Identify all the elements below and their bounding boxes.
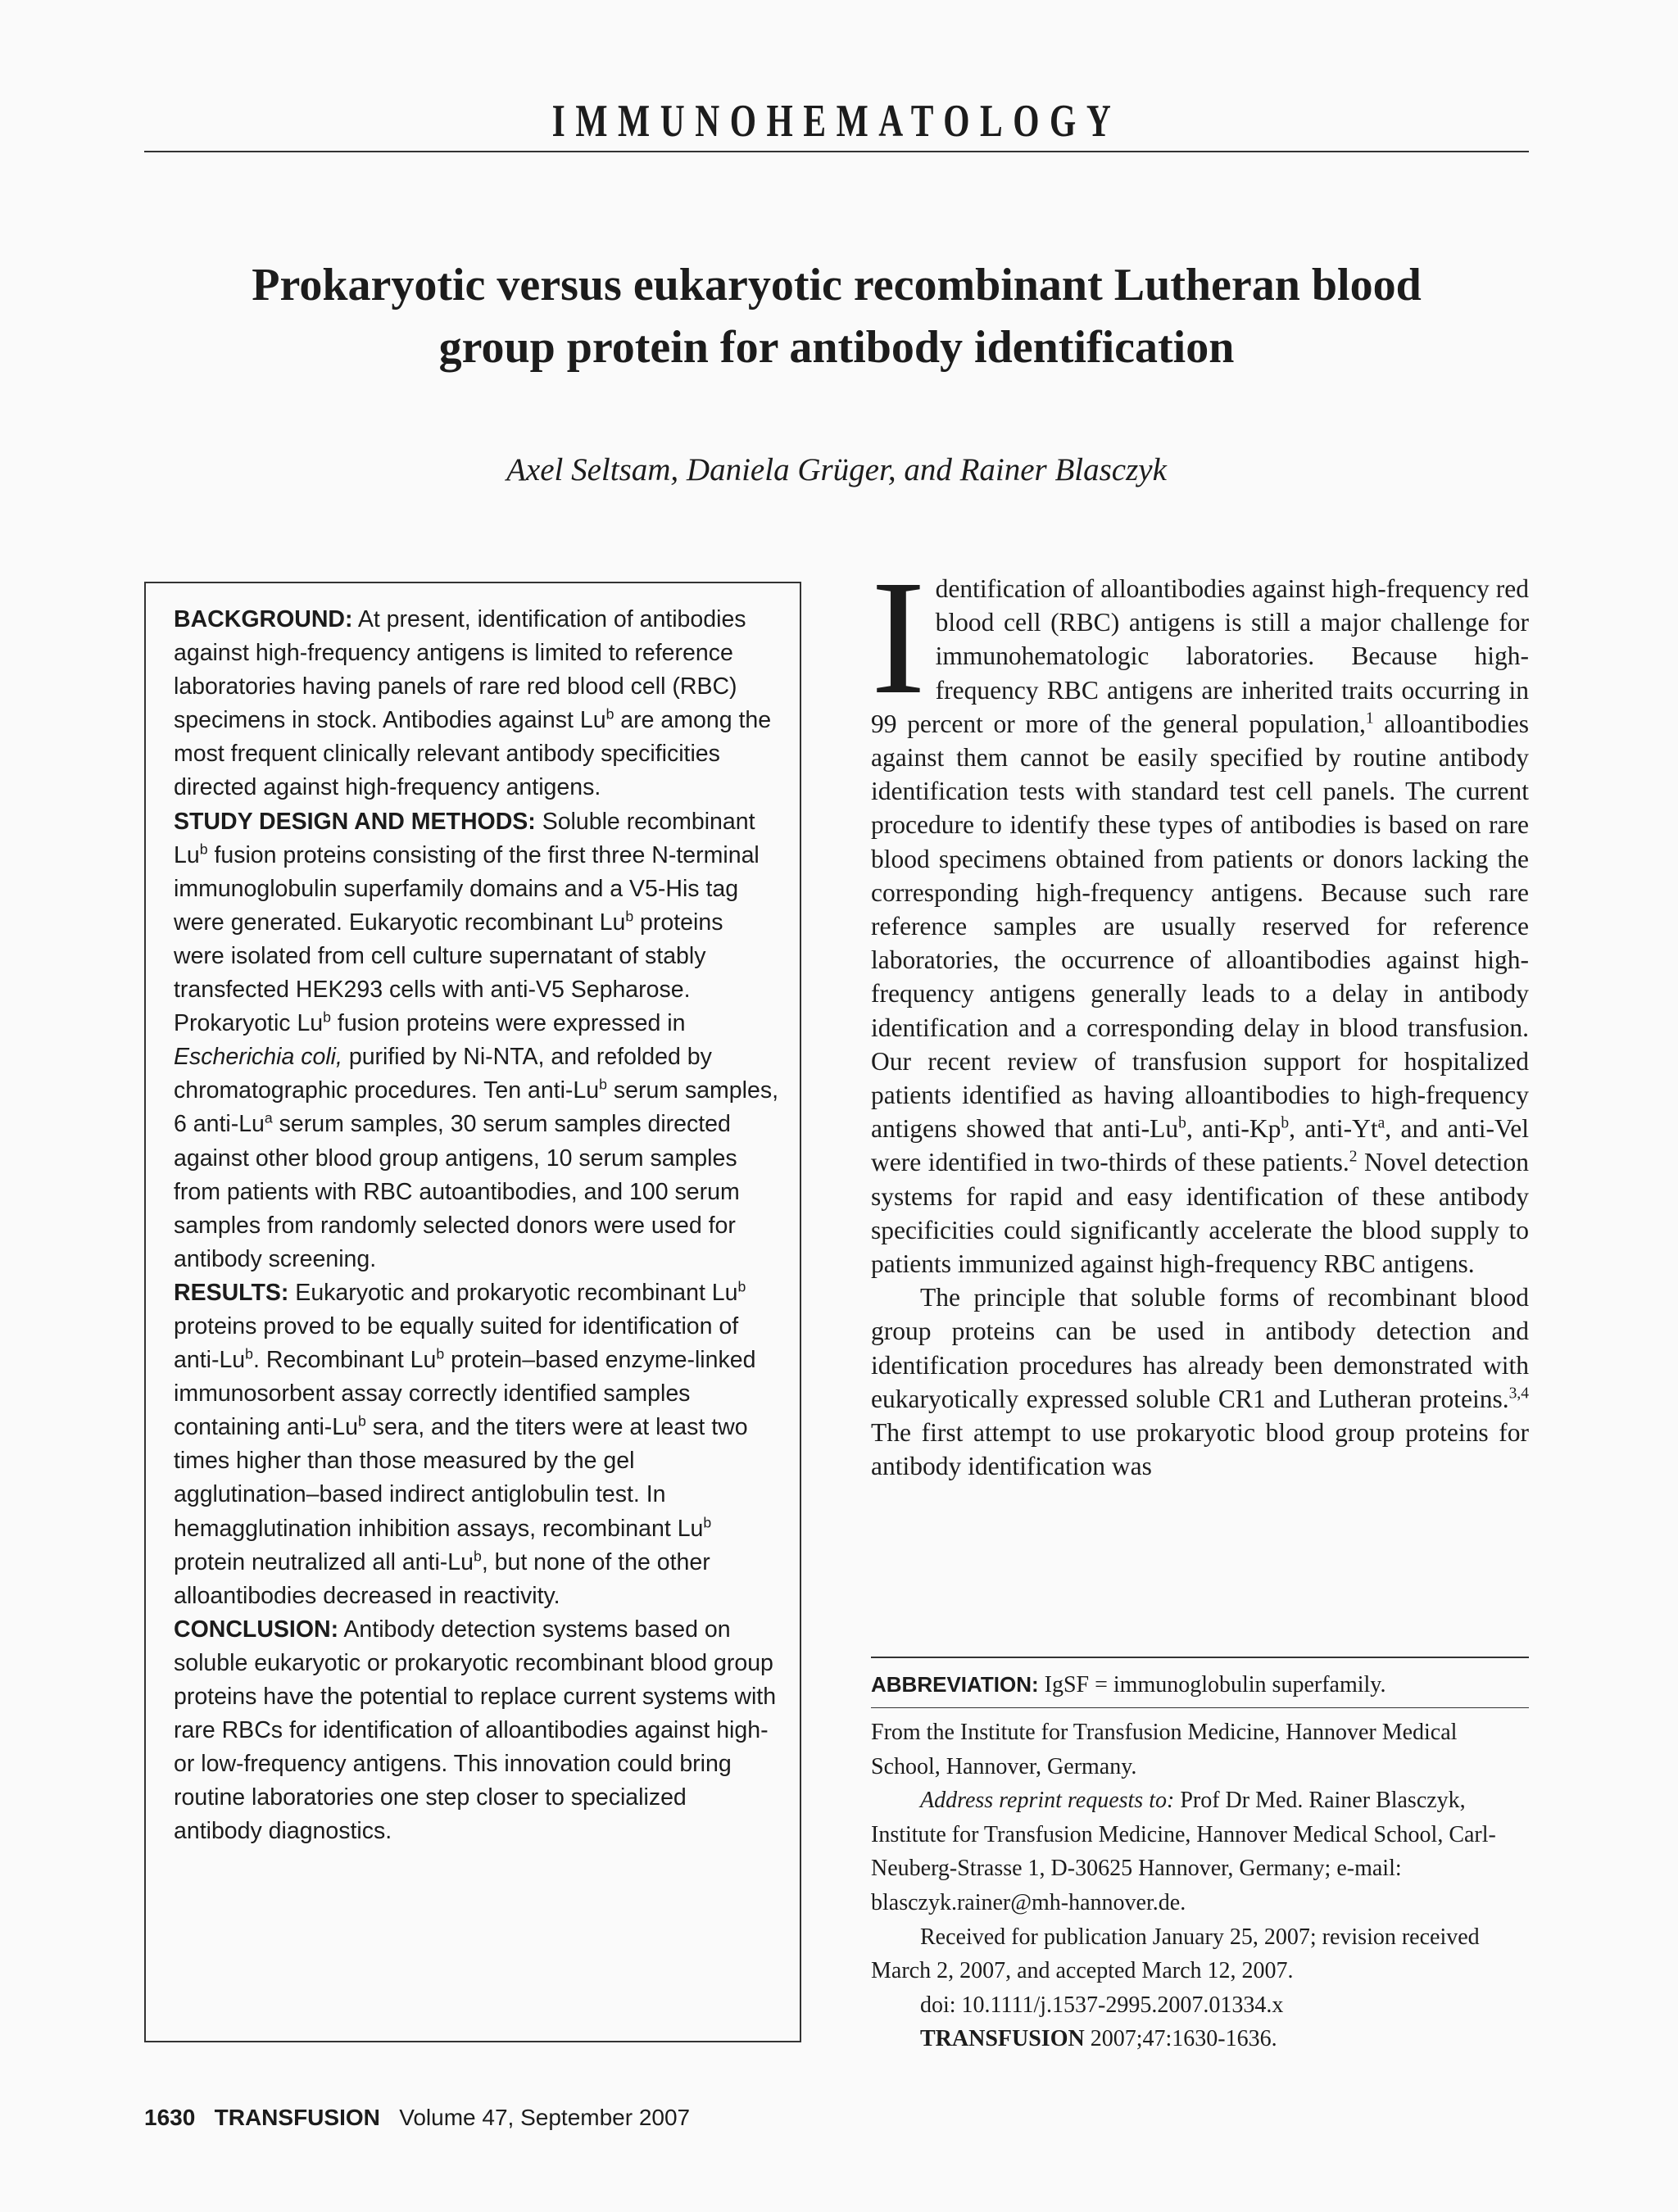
methods-text: purified by Ni-NTA, and refolded by chromatographic procedures. Ten anti-Lu — [174, 1044, 712, 1104]
intro-text: Novel detection systems for rapid and easy identification of these antibody specificities could significantly accelerate the blood supply to patients immunized against high-frequency RBC antigens. — [871, 1148, 1529, 1279]
superscript: b — [323, 1009, 331, 1026]
intro-text: , anti-Kp — [1186, 1114, 1281, 1144]
methods-text: proteins were isolated from cell culture supernatant of stably transfected HEK293 cells with anti-V5 Sepharose. Prokaryotic Lu — [174, 909, 723, 1037]
footer-journal: TRANSFUSION — [214, 2105, 380, 2130]
article-title-line-2: group protein for antibody identification — [438, 322, 1235, 373]
authors: Axel Seltsam, Daniela Grüger, and Rainer Blasczyk — [506, 452, 1167, 487]
background-text: are among the most frequent clinically relevant antibody specificities directed against high-frequency antigens. — [174, 707, 772, 801]
intro-text: , anti-Yt — [1289, 1114, 1378, 1144]
superscript: b — [625, 908, 634, 925]
drop-cap: I — [871, 547, 926, 728]
header-rule — [144, 151, 1529, 152]
superscript: b — [1281, 1114, 1290, 1132]
background-label: BACKGROUND: — [174, 606, 353, 632]
methods-text: Soluble recombinant Lu — [174, 808, 755, 868]
methods-text: serum samples, 30 serum samples directed against other blood group antigens, 10 serum samples from patients with RBC autoantibodies, and 100 serum samples from randomly selected donors were used for antibody screening. — [174, 1111, 740, 1272]
affiliation-from: From the Institute for Transfusion Medicine, Hannover Medical School, Hannover, Germany. — [871, 1720, 1458, 1779]
reprint-text: Prof Dr Med. Rainer Blasczyk, Institute for Transfusion Medicine, Hannover Medical School, Carl-Neuberg-Strasse 1, D-30625 Hannover, Germany; e-mail: blasczyk.rainer@mh-hannover.de. — [871, 1788, 1496, 1915]
section-heading: IMMUNOHEMATOLOGY — [551, 96, 1122, 147]
results-text: . Recombinant Lu — [252, 1347, 437, 1374]
abstract-box — [144, 582, 801, 2042]
methods-text: fusion proteins consisting of the first three N-terminal immunoglobulin superfamily domains and a V5-His tag were generated. Eukaryotic recombinant Lu — [174, 841, 760, 936]
affiliation-block — [871, 1716, 1529, 2056]
results-label: RESULTS: — [174, 1279, 289, 1306]
intro-paragraph-2 — [871, 1281, 1529, 1483]
abbreviation-label: ABBREVIATION: — [871, 1672, 1039, 1697]
methods-label: STUDY DESIGN AND METHODS: — [174, 808, 536, 835]
intro-text: dentification of alloantibodies against high-frequency red blood cell (RBC) antigens is still a major challenge for immunohematologic laboratories. Because high-frequency RBC antigens are inherited traits occurring in 99 percent or more of the general population, — [871, 574, 1529, 738]
abbreviation-note — [871, 1669, 1529, 1701]
superscript: b — [245, 1345, 253, 1362]
intro-text: alloantibodies against them cannot be easily specified by routine antibody identification tests with standard test cell panels. The current procedure to identify these types of antibodies is based on rare blood specimens obtained from patients or donors lacking the corresponding high-frequency antigens. Because such rare reference samples are usually reserved for reference laboratories, the occurrence of alloantibodies against high-frequency antigens generally leads to a delay in antibody identification and a corresponding delay in blood transfusion. Our recent review of transfusion support for hospitalized patients identified as having alloantibodies to high-frequency antigens showed that anti-Lu — [871, 709, 1529, 1144]
conclusion-label: CONCLUSION: — [174, 1616, 339, 1643]
results-text: protein neutralized all anti-Lu — [174, 1548, 474, 1575]
background-text: At present, identification of antibodies against high-frequency antigens is limited to reference laboratories having panels of rare red blood cell (RBC) specimens in stock. Antibodies against Lu — [174, 606, 746, 734]
article-title-line-1: Prokaryotic versus eukaryotic recombinant Lutheran blood — [252, 260, 1422, 310]
intro-paragraph-1 — [871, 547, 1529, 1281]
introduction — [871, 547, 1529, 1483]
footer-issue: Volume 47, September 2007 — [399, 2105, 691, 2130]
page-number: 1630 — [144, 2105, 196, 2130]
superscript: b — [599, 1076, 607, 1093]
abstract-methods — [174, 805, 780, 1276]
organism-name: Escherichia coli, — [174, 1044, 342, 1071]
superscript: b — [703, 1514, 712, 1531]
citation-text: 2007;47:1630-1636. — [1084, 2026, 1277, 2052]
reference-marker: 3,4 — [1508, 1385, 1529, 1403]
superscript: b — [1178, 1114, 1186, 1132]
methods-text: serum samples, 6 anti-Lu — [174, 1077, 778, 1138]
results-text: protein–based enzyme-linked immunosorbent assay correctly identified samples containing anti-Lu — [174, 1347, 756, 1441]
superscript: b — [737, 1278, 746, 1295]
abstract-background — [174, 603, 780, 805]
superscript: b — [473, 1548, 482, 1565]
superscript: a — [1377, 1114, 1385, 1132]
abstract-conclusion — [174, 1613, 780, 1849]
intro-text: The principle that soluble forms of recombinant blood group proteins can be used in antibody detection and identification procedures has already been demonstrated with eukaryotically expressed soluble CR1 and Lutheran proteins. — [871, 1283, 1529, 1413]
conclusion-text: Antibody detection systems based on soluble eukaryotic or prokaryotic recombinant blood group proteins have the potential to replace current systems with rare RBCs for identification of alloantibodies against high- or low-frequency antigens. This innovation could bring routine laboratories one step closer to specialized antibody diagnostics. — [174, 1616, 777, 1845]
methods-text: fusion proteins were expressed in — [331, 1010, 686, 1037]
reference-marker: 2 — [1349, 1148, 1358, 1166]
abbreviation-rule — [871, 1657, 1529, 1658]
intro-text: The first attempt to use prokaryotic blood group proteins for antibody identification was — [871, 1418, 1529, 1481]
reference-marker: 1 — [1365, 709, 1374, 728]
superscript: b — [436, 1345, 445, 1362]
results-text: Eukaryotic and prokaryotic recombinant Lu — [288, 1279, 738, 1306]
reprint-label: Address reprint requests to: — [920, 1788, 1175, 1814]
doi: doi: 10.1111/j.1537-2995.2007.01334.x — [920, 1992, 1284, 2018]
received-dates: Received for publication January 25, 2007; revision received March 2, 2007, and accepted March 12, 2007. — [871, 1924, 1480, 1984]
abstract-results — [174, 1276, 780, 1613]
reprint-address — [871, 1784, 1529, 1920]
superscript: a — [264, 1109, 273, 1126]
superscript: b — [358, 1412, 366, 1430]
results-text: , but none of the other alloantibodies decreased in reactivity. — [174, 1548, 710, 1609]
results-text: sera, and the titers were at least two times higher than those measured by the gel agglutination–based indirect antiglobulin test. In hemagglutination inhibition assays, recombinant Lu — [174, 1414, 748, 1542]
intro-text: , and anti-Vel were identified in two-thirds of these patients. — [871, 1114, 1529, 1177]
journal-name: TRANSFUSION — [920, 2026, 1085, 2052]
superscript: b — [605, 705, 615, 723]
page-footer — [144, 2101, 964, 2134]
abstract-text — [174, 603, 780, 1848]
abbreviation-bottom-rule — [871, 1707, 1529, 1708]
citation — [871, 2022, 1529, 2056]
abbreviation-text: IgSF = immunoglobulin superfamily. — [1038, 1672, 1386, 1698]
superscript: b — [199, 841, 208, 858]
results-text: proteins proved to be equally suited for identification of anti-Lu — [174, 1312, 739, 1374]
